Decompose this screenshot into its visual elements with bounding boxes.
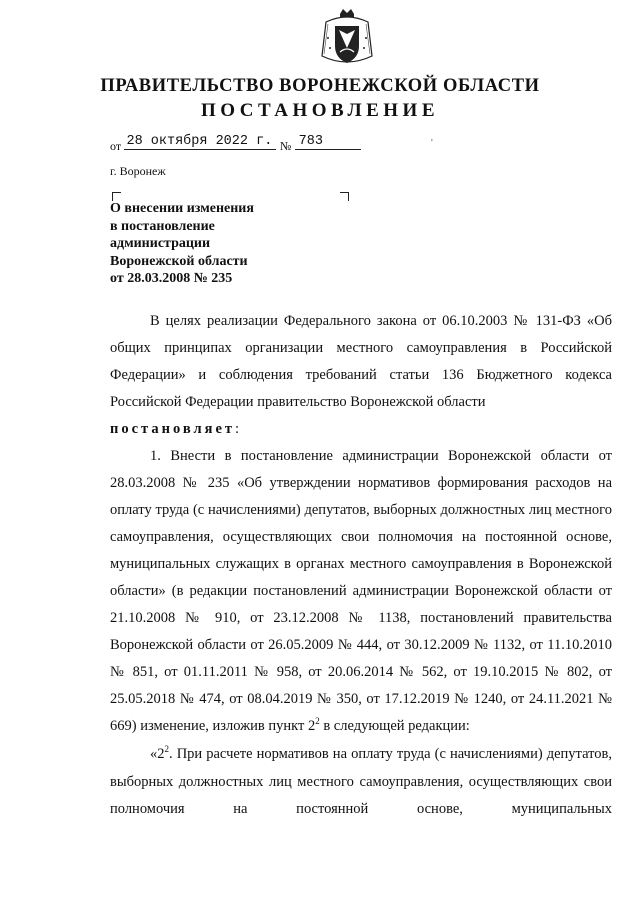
decree-word: постановляет bbox=[110, 421, 236, 437]
quote-start: «2 bbox=[150, 746, 165, 762]
item-1-text: 1. Внести в постановление администрации Воронежской области от 28.03.2008 № 235 «Об утверждении нормативов формирования расходов на оплату труда (с начислениями) депутатов, выборных должностных лиц местного самоуправления, осуществляющих свои полномочия на постоянной основе, муниципальных служащих в органах местного самоуправления в Воронежской области» (в редакции постановлений администрации Воронежской области от 21.10.2008 № 910, от 23.12.2008 № 1138, постановлений правительства Воронежской области от 26.05.2009 № 444, от 30.12.2009 № 1132, от 11.10.2010 № 851, от 01.11.2011 № 958, от 20.06.2014 № 562, от 19.10.2015 № 802, от 25.05.2018 № 474, от 08.04.2019 № 350, от 17.12.2019 № 1240, от 24.11.2021 № 669) изменение, изложив пункт 2 bbox=[110, 448, 612, 734]
document-type-title: ПОСТАНОВЛЕНИЕ bbox=[200, 100, 440, 121]
date-prefix: от bbox=[110, 139, 122, 153]
city-label: г. Воронеж bbox=[110, 164, 166, 178]
subject-line: в постановление bbox=[110, 218, 215, 234]
document-number: 783 bbox=[295, 134, 361, 150]
document-date: 28 октября 2022 г. bbox=[124, 134, 276, 150]
date-number-line bbox=[110, 132, 361, 153]
subject-line: Воронежской области bbox=[110, 253, 248, 269]
document-subject bbox=[110, 200, 370, 288]
number-prefix: № bbox=[279, 139, 292, 153]
intro-paragraph bbox=[110, 308, 612, 416]
quote-superscript: 2 bbox=[164, 744, 169, 754]
subject-line: администрации bbox=[110, 236, 211, 251]
decree-colon: : bbox=[235, 421, 240, 437]
subject-line: О внесении изменения bbox=[110, 201, 254, 216]
coat-of-arms-icon bbox=[318, 8, 376, 72]
organization-title: ПРАВИТЕЛЬСТВО ВОРОНЕЖСКОЙ ОБЛАСТИ bbox=[100, 76, 540, 96]
intro-text: В целях реализации Федерального закона от 06.10.2003 № 131-ФЗ «Об общих принципах организации местного самоуправления в Российской Федерации» и соблюдения требований статьи 136 Бюджетного кодекса Российской Федерации правительство Воронежской области bbox=[110, 313, 612, 410]
document-body bbox=[110, 308, 612, 823]
quote-text: . При расчете нормативов на оплату труда (с начислениями) депутатов, выборных должностных лиц местного самоуправления, осуществляющих свои полномочия на постоянной основе, муниципальных bbox=[110, 746, 612, 817]
item-1-ending: в следующей редакции: bbox=[319, 718, 470, 734]
item-1-superscript: 2 bbox=[315, 716, 320, 726]
subject-line: от 28.03.2008 № 235 bbox=[110, 271, 233, 286]
decree-paragraph bbox=[110, 416, 612, 443]
quote-paragraph bbox=[110, 741, 612, 823]
item-1-paragraph bbox=[110, 443, 612, 741]
stray-mark: ' bbox=[431, 138, 433, 149]
